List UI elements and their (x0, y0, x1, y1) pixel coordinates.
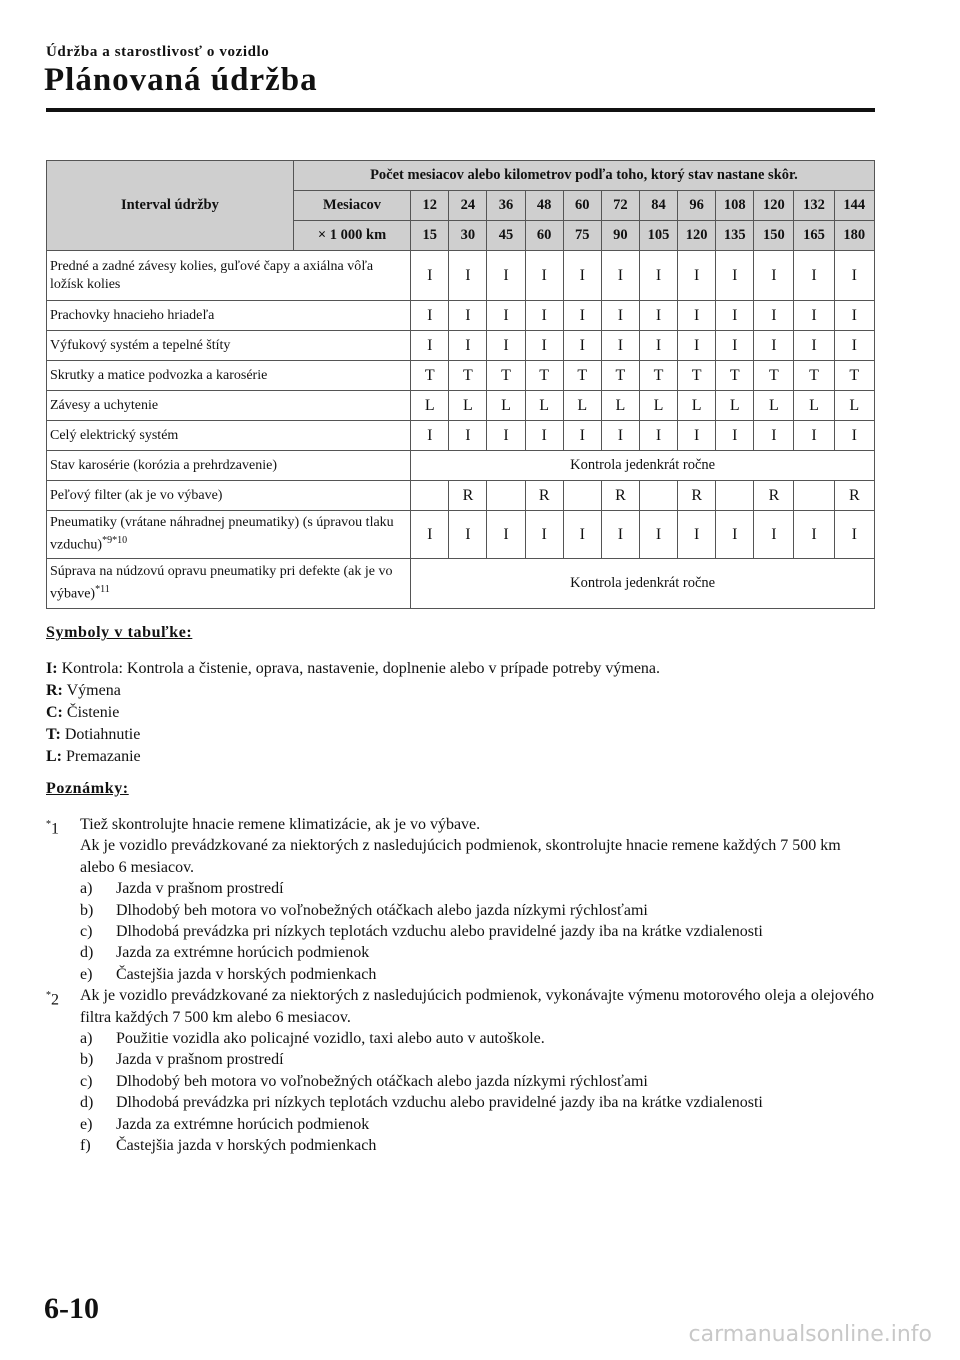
symbol-item (46, 724, 660, 746)
value-cell: I (716, 421, 754, 451)
value-cell: L (834, 391, 874, 421)
month-cell: 48 (525, 191, 563, 221)
symbol-key: T: (46, 726, 61, 743)
value-cell: I (449, 421, 487, 451)
subitem-letter: b) (80, 1051, 94, 1069)
value-cell: I (601, 421, 639, 451)
row-label: Výfukový systém a tepelné štíty (47, 331, 411, 361)
note-text: Ak je vozidlo prevádzkované za niektorých z nasledujúcich podmienok, vykonávajte výmenu motorového oleja a olejového filtra každých 7 500 km alebo 6 mesiacov. (80, 987, 874, 1026)
table-row (47, 511, 875, 559)
symbol-key: C: (46, 704, 63, 721)
subitem-letter: a) (80, 880, 93, 898)
symbol-text: Výmena (62, 682, 121, 699)
value-cell: I (834, 331, 874, 361)
value-cell (563, 481, 601, 511)
value-cell: I (487, 511, 525, 559)
value-cell: I (525, 301, 563, 331)
value-cell: I (563, 511, 601, 559)
value-cell: I (754, 331, 794, 361)
value-cell: I (639, 301, 677, 331)
value-cell: I (834, 251, 874, 301)
note-star: * (46, 819, 51, 830)
row-label: Stav karosérie (korózia a prehrdzavenie) (47, 451, 411, 481)
symbol-item (46, 658, 660, 680)
interval-header: Interval údržby (47, 161, 294, 251)
value-cell: I (716, 511, 754, 559)
note-text: Ak je vozidlo prevádzkované za niektorých z nasledujúcich podmienok, skontrolujte hnacie remene každých 7 500 km alebo 6 mesiacov. (80, 837, 841, 876)
value-cell: I (754, 421, 794, 451)
km-cell: 120 (678, 221, 716, 251)
value-cell: I (716, 301, 754, 331)
value-cell: T (487, 361, 525, 391)
value-cell: I (563, 421, 601, 451)
page-title: Plánovaná údržba (44, 62, 318, 98)
subitem-letter: d) (80, 1094, 94, 1112)
value-cell (794, 481, 834, 511)
month-cell: 132 (794, 191, 834, 221)
subitem-letter: a) (80, 1030, 93, 1048)
value-cell: I (678, 301, 716, 331)
value-cell: I (754, 251, 794, 301)
value-cell: R (678, 481, 716, 511)
value-cell: I (639, 331, 677, 361)
value-cell: I (794, 421, 834, 451)
symbols-title (46, 624, 192, 642)
value-cell: T (449, 361, 487, 391)
value-cell: R (834, 481, 874, 511)
value-cell: I (487, 421, 525, 451)
value-cell: I (411, 331, 449, 361)
value-cell: L (449, 391, 487, 421)
km-label: × 1 000 km (293, 221, 410, 251)
value-cell: I (487, 301, 525, 331)
table-row (47, 251, 875, 301)
note-number: 2 (51, 991, 59, 1009)
value-cell: L (794, 391, 834, 421)
value-cell: I (563, 331, 601, 361)
note-marker (46, 985, 59, 1011)
table-row (47, 481, 875, 511)
symbol-key: L: (46, 748, 62, 765)
value-cell: I (834, 511, 874, 559)
notes-title-text: Poznámky: (46, 780, 129, 797)
table-row (47, 361, 875, 391)
section-label: Údržba a starostlivosť o vozidlo (46, 44, 270, 60)
value-cell: L (411, 391, 449, 421)
row-label: Skrutky a matice podvozka a karosérie (47, 361, 411, 391)
value-cell: I (834, 301, 874, 331)
subitem-text: Jazda za extrémne horúcich podmienok (116, 1115, 370, 1133)
note-subitem (80, 942, 876, 963)
subitem-text: Jazda v prašnom prostredí (116, 1051, 284, 1069)
note-star: * (46, 990, 51, 1002)
value-cell: I (487, 331, 525, 361)
value-cell: L (601, 391, 639, 421)
value-cell: I (411, 251, 449, 301)
value-cell: I (525, 511, 563, 559)
row-span-value: Kontrola jedenkrát ročne (411, 451, 875, 481)
value-cell: I (678, 421, 716, 451)
subitem-text: Dlhodobý beh motora vo voľnobežných otáčkach alebo jazda nízkymi rýchlosťami (116, 901, 648, 919)
month-cell: 36 (487, 191, 525, 221)
page-number: 6-10 (44, 1292, 99, 1325)
km-cell: 15 (411, 221, 449, 251)
km-cell: 45 (487, 221, 525, 251)
value-cell: I (794, 301, 834, 331)
row-label-text: Súprava na núdzovú opravu pneumatiky pri defekte (ak je vo výbave) (50, 564, 393, 602)
note-1 (46, 814, 876, 985)
symbol-text: Dotiahnutie (60, 726, 141, 743)
km-cell: 180 (834, 221, 874, 251)
symbols-title-text: Symboly v tabuľke: (46, 624, 193, 641)
month-cell: 96 (678, 191, 716, 221)
period-header: Počet mesiacov alebo kilometrov podľa toho, ktorý stav nastane skôr. (293, 161, 874, 191)
table-row (47, 301, 875, 331)
subitem-text: Použitie vozidla ako policajné vozidlo, taxi alebo auto v autoškole. (116, 1030, 545, 1048)
footnote-ref: *9*10 (102, 535, 128, 547)
value-cell: I (639, 511, 677, 559)
row-span-value: Kontrola jedenkrát ročne (411, 559, 875, 609)
value-cell: I (563, 251, 601, 301)
note-subitem (80, 921, 876, 942)
table-row (47, 559, 875, 609)
note-marker (46, 814, 59, 840)
value-cell: I (411, 421, 449, 451)
table-row (47, 451, 875, 481)
note-subitem (80, 1049, 876, 1070)
note-subitem (80, 1092, 876, 1113)
table-row (47, 421, 875, 451)
note-subitem (80, 1135, 876, 1156)
note-subitem (80, 900, 876, 921)
km-cell: 60 (525, 221, 563, 251)
row-label (47, 559, 411, 609)
value-cell: T (639, 361, 677, 391)
value-cell: I (678, 511, 716, 559)
symbol-item (46, 680, 660, 702)
km-cell: 30 (449, 221, 487, 251)
value-cell: T (716, 361, 754, 391)
value-cell: I (754, 301, 794, 331)
km-cell: 90 (601, 221, 639, 251)
km-cell: 105 (639, 221, 677, 251)
row-label: Prachovky hnacieho hriadeľa (47, 301, 411, 331)
notes-title (46, 780, 129, 798)
value-cell: I (601, 251, 639, 301)
value-cell: T (601, 361, 639, 391)
subitem-letter: e) (80, 1115, 93, 1133)
subitem-letter: c) (80, 923, 93, 941)
note-subitem (80, 1071, 876, 1092)
value-cell: R (525, 481, 563, 511)
title-divider (46, 108, 875, 112)
month-cell: 108 (716, 191, 754, 221)
symbol-text: Čistenie (62, 704, 120, 721)
symbols-legend (46, 658, 660, 768)
km-cell: 150 (754, 221, 794, 251)
value-cell: T (678, 361, 716, 391)
value-cell: I (449, 301, 487, 331)
value-cell: I (601, 511, 639, 559)
value-cell: I (639, 421, 677, 451)
value-cell: R (601, 481, 639, 511)
km-cell: 75 (563, 221, 601, 251)
value-cell: I (639, 251, 677, 301)
month-cell: 12 (411, 191, 449, 221)
footnote-ref: *11 (95, 584, 110, 596)
km-cell: 165 (794, 221, 834, 251)
value-cell: L (678, 391, 716, 421)
note-2 (46, 985, 876, 1156)
value-cell: T (754, 361, 794, 391)
value-cell: I (794, 511, 834, 559)
value-cell (716, 481, 754, 511)
subitem-letter: e) (80, 965, 93, 983)
value-cell: T (794, 361, 834, 391)
value-cell: R (754, 481, 794, 511)
value-cell: I (716, 331, 754, 361)
subitem-letter: f) (80, 1137, 91, 1155)
value-cell: I (449, 511, 487, 559)
value-cell (487, 481, 525, 511)
value-cell: T (834, 361, 874, 391)
maintenance-schedule-table (46, 160, 875, 609)
row-label: Závesy a uchytenie (47, 391, 411, 421)
note-number: 1 (51, 820, 59, 838)
value-cell: I (487, 251, 525, 301)
value-cell: L (639, 391, 677, 421)
value-cell (411, 481, 449, 511)
value-cell: I (525, 251, 563, 301)
subitem-text: Dlhodobá prevádzka pri nízkych teplotách vzduchu alebo pravidelné jazdy iba na krátke vzdialenosti (116, 1094, 763, 1112)
value-cell: I (411, 511, 449, 559)
month-cell: 72 (601, 191, 639, 221)
value-cell: L (754, 391, 794, 421)
table-row (47, 331, 875, 361)
subitem-letter: c) (80, 1072, 93, 1090)
value-cell: I (449, 331, 487, 361)
subitem-text: Častejšia jazda v horských podmienkach (116, 965, 377, 983)
row-label: Celý elektrický systém (47, 421, 411, 451)
note-subitem (80, 1114, 876, 1135)
symbol-text: Kontrola: Kontrola a čistenie, oprava, nastavenie, doplnenie alebo v prípade potreby výmena. (57, 660, 661, 677)
table-row (47, 391, 875, 421)
value-cell: I (601, 301, 639, 331)
note-subitem (80, 878, 876, 899)
value-cell: L (525, 391, 563, 421)
value-cell: T (411, 361, 449, 391)
month-cell: 144 (834, 191, 874, 221)
note-subitem (80, 1028, 876, 1049)
value-cell: I (601, 331, 639, 361)
months-label: Mesiacov (293, 191, 410, 221)
value-cell: I (716, 251, 754, 301)
value-cell: T (563, 361, 601, 391)
value-cell: T (525, 361, 563, 391)
notes-list (46, 814, 876, 1157)
symbol-key: I: (46, 660, 58, 677)
value-cell: I (525, 331, 563, 361)
subitem-text: Častejšia jazda v horských podmienkach (116, 1137, 377, 1155)
symbol-text: Premazanie (62, 748, 141, 765)
symbol-item (46, 702, 660, 724)
subitem-text: Dlhodobý beh motora vo voľnobežných otáčkach alebo jazda nízkymi rýchlosťami (116, 1072, 648, 1090)
value-cell: I (525, 421, 563, 451)
km-cell: 135 (716, 221, 754, 251)
row-label: Peľový filter (ak je vo výbave) (47, 481, 411, 511)
row-label-text: Pneumatiky (vrátane náhradnej pneumatiky) (s úpravou tlaku vzduchu) (50, 515, 394, 553)
month-cell: 84 (639, 191, 677, 221)
value-cell: I (678, 251, 716, 301)
subitem-text: Dlhodobá prevádzka pri nízkych teplotách vzduchu alebo pravidelné jazdy iba na krátke vzdialenosti (116, 923, 763, 941)
value-cell: I (754, 511, 794, 559)
note-text: Tiež skontrolujte hnacie remene klimatizácie, ak je vo výbave. (80, 816, 481, 833)
subitem-letter: b) (80, 901, 94, 919)
month-cell: 120 (754, 191, 794, 221)
month-cell: 60 (563, 191, 601, 221)
symbol-item (46, 746, 660, 768)
value-cell (639, 481, 677, 511)
row-label (47, 511, 411, 559)
subitem-text: Jazda za extrémne horúcich podmienok (116, 944, 370, 962)
value-cell: L (716, 391, 754, 421)
symbol-key: R: (46, 682, 63, 699)
month-cell: 24 (449, 191, 487, 221)
value-cell: I (794, 251, 834, 301)
value-cell: I (411, 301, 449, 331)
row-label: Predné a zadné závesy kolies, guľové čapy a axiálna vôľa ložísk kolies (47, 251, 411, 301)
subitem-letter: d) (80, 944, 94, 962)
value-cell: I (678, 331, 716, 361)
value-cell: L (487, 391, 525, 421)
value-cell: I (794, 331, 834, 361)
value-cell: L (563, 391, 601, 421)
value-cell: I (449, 251, 487, 301)
note-subitem (80, 964, 876, 985)
value-cell: I (834, 421, 874, 451)
watermark: carmanualsonline.info (688, 1322, 932, 1347)
value-cell: I (563, 301, 601, 331)
subitem-text: Jazda v prašnom prostredí (116, 880, 284, 898)
value-cell: R (449, 481, 487, 511)
